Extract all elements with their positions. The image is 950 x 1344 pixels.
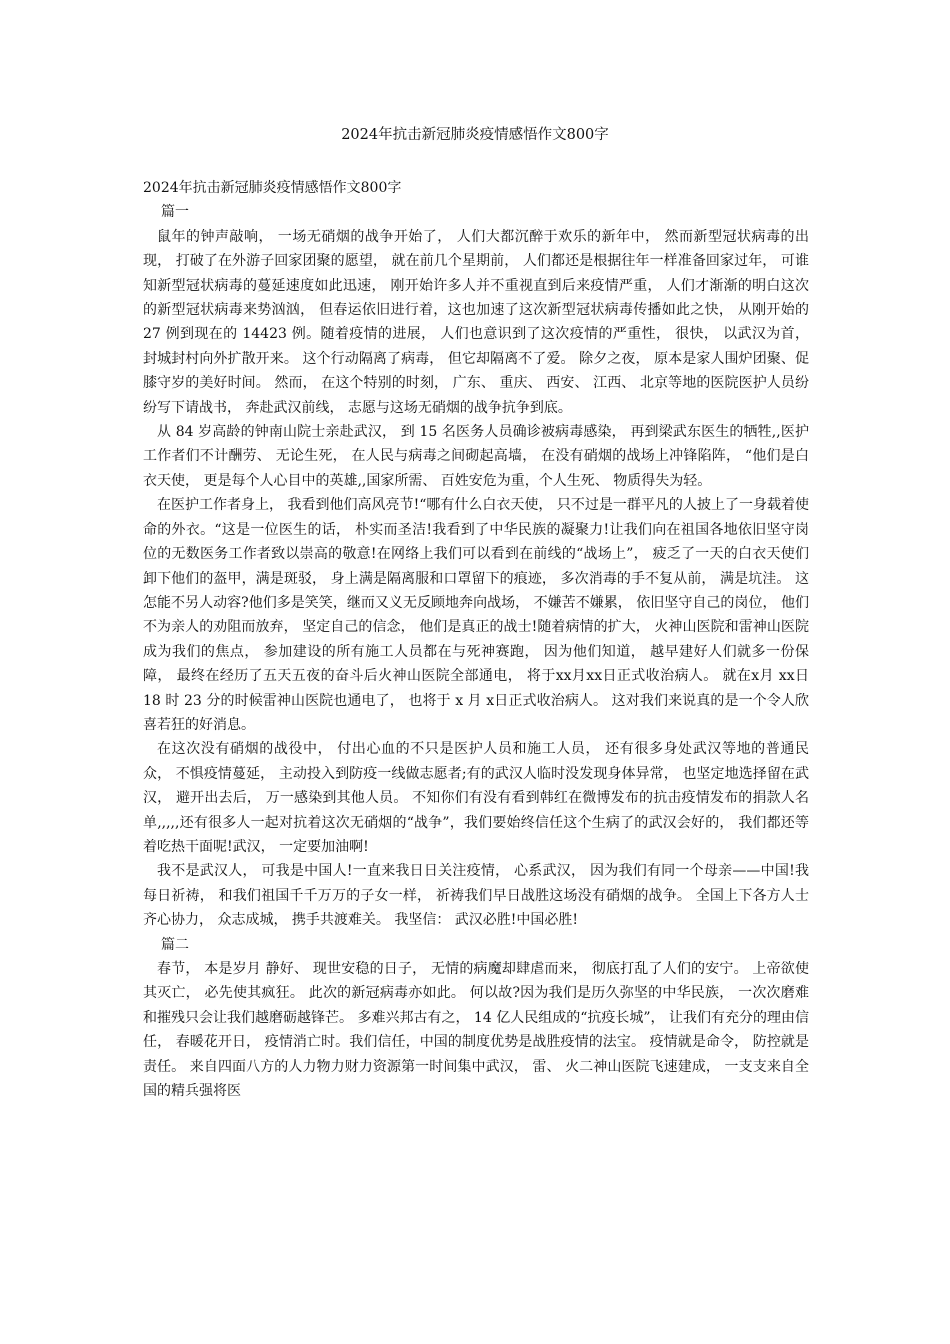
document-subtitle: 2024年抗击新冠肺炎疫情感悟作文800字: [143, 180, 402, 196]
document-title: 2024年抗击新冠肺炎疫情感悟作文800字: [341, 127, 609, 143]
paragraph: 在这次没有硝烟的战役中， 付出心血的不只是医护人员和施工人员， 还有很多身处武汉等地的普通民众， 不惧疫情蔓延， 主动投入到防疫一线做志愿者;有的武汉人临时没发现身体异常， 也坚定地选择留在武汉， 避开出去后， 万一感染到其他人员。 不知你们有没有看到韩红在微博发布的抗击疫情发布的捐款人名单,,,,,还有很多人一起对抗着这次无硝烟的“战争”，我们要始终信任这个生病了的武汉会好的， 我们都还等着吃热干面呢!武汉， 一定要加油啊!: [143, 741, 809, 855]
document-body: [143, 176, 809, 1103]
paragraph: 从 84 岁高龄的钟南山院士亲赴武汉， 到 15 名医务人员确诊被病毒感染， 再到梁武东医生的牺牲,,医护工作者们不计酬劳、 无论生死， 在人民与病毒之间砌起高墙， 在没有硝烟的战场上冲锋陷阵， “他们是白衣天使， 更是每个人心目中的英雄,,国家所需、 百姓安危为重，个人生死、 物质得失为轻。: [143, 424, 809, 489]
section-label-1: 篇一: [161, 204, 189, 221]
paragraph: 我不是武汉人， 可我是中国人!一直来我日日关注疫情， 心系武汉， 因为我们有同一个母亲——中国!我每日祈祷， 和我们祖国千千万万的子女一样， 祈祷我们早日战胜这场没有硝烟的战争。 全国上下各方人士齐心协力， 众志成城， 携手共渡难关。 我坚信： 武汉必胜!中国必胜!: [143, 863, 809, 929]
paragraph: 在医护工作者身上， 我看到他们高风亮节!“哪有什么白衣天使， 只不过是一群平凡的人披上了一身载着使命的外衣。“这是一位医生的话， 朴实而圣洁!我看到了中华民族的凝聚力!让我们向在祖国各地依旧坚守岗位的无数医务工作者致以崇高的敬意!在网络上我们可以看到在前线的“战场上”， 疲乏了一天的白衣天使们卸下他们的盔甲，满是斑驳， 身上满是隔离服和口罩留下的痕迹， 多次消毒的手不复从前， 满是坑洼。 这怎能不另人动容?他们多是笑笑，继而又义无反顾地奔向战场， 不嫌苦不嫌累， 依旧坚守自己的岗位， 他们不为亲人的劝阻而放弃， 坚定自己的信念， 他们是真正的战士!随着病情的扩大， 火神山医院和雷神山医院成为我们的焦点， 参加建设的所有施工人员都在与死神赛跑， 因为他们知道， 越早建好人们就多一份保障， 最终在经历了五天五夜的奋斗后火神山医院全部通电， 将于xx月xx日正式收治病人。 就在x月 xx日 18 时 23 分的时候雷神山医院也通电了， 也将于 x 月 x日正式收治病人。 这对我们来说真的是一个令人欣喜若狂的好消息。: [143, 497, 809, 733]
paragraph: 春节， 本是岁月 静好、 现世安稳的日子， 无情的病魔却肆虐而来， 彻底打乱了人们的安宁。 上帝欲使其灭亡， 必先使其疯狂。 此次的新冠病毒亦如此。 何以故?因为我们是历久弥坚的中华民族， 一次次磨难和摧残只会让我们越磨砺越锋芒。 多难兴邦古有之， 14 亿人民组成的“抗疫长城”， 让我们有充分的理由信任， 春暖花开日， 疫情消亡时。我们信任，中国的制度优势是战胜疫情的法宝。 疫情就是命令， 防控就是责任。 来自四面八方的人力物力财力资源第一时间集中武汉， 雷、 火二神山医院飞速建成， 一支支来自全国的精兵强将医: [143, 961, 809, 1100]
paragraph: 鼠年的钟声敲响， 一场无硝烟的战争开始了， 人们大都沉醉于欢乐的新年中， 然而新型冠状病毒的出现， 打破了在外游子回家团聚的愿望， 就在前几个星期前， 人们都还是根据往年一样准备回家过年， 可谁知新型冠状病毒的蔓延速度如此迅速， 刚开始许多人并不重视直到后来疫情严重， 人们才渐渐的明白这次的新型冠状病毒来势汹汹， 但春运依旧进行着，这也加速了这次新型冠状病毒传播如此之快， 从刚开始的 27 例到现在的 14423 例。随着疫情的进展， 人们也意识到了这次疫情的严重性， 很快， 以武汉为首， 封城封村向外扩散开来。 这个行动隔离了病毒， 但它却隔离不了爱。 除夕之夜， 原本是家人围炉团聚、促膝守岁的美好时间。 然而， 在这个特别的时刻， 广东、 重庆、 西安、 江西、 北京等地的医院医护人员纷纷写下请战书， 奔赴武汉前线， 志愿与这场无硝烟的战争抗争到底。: [143, 228, 809, 416]
section-label-2: 篇二: [161, 936, 189, 953]
